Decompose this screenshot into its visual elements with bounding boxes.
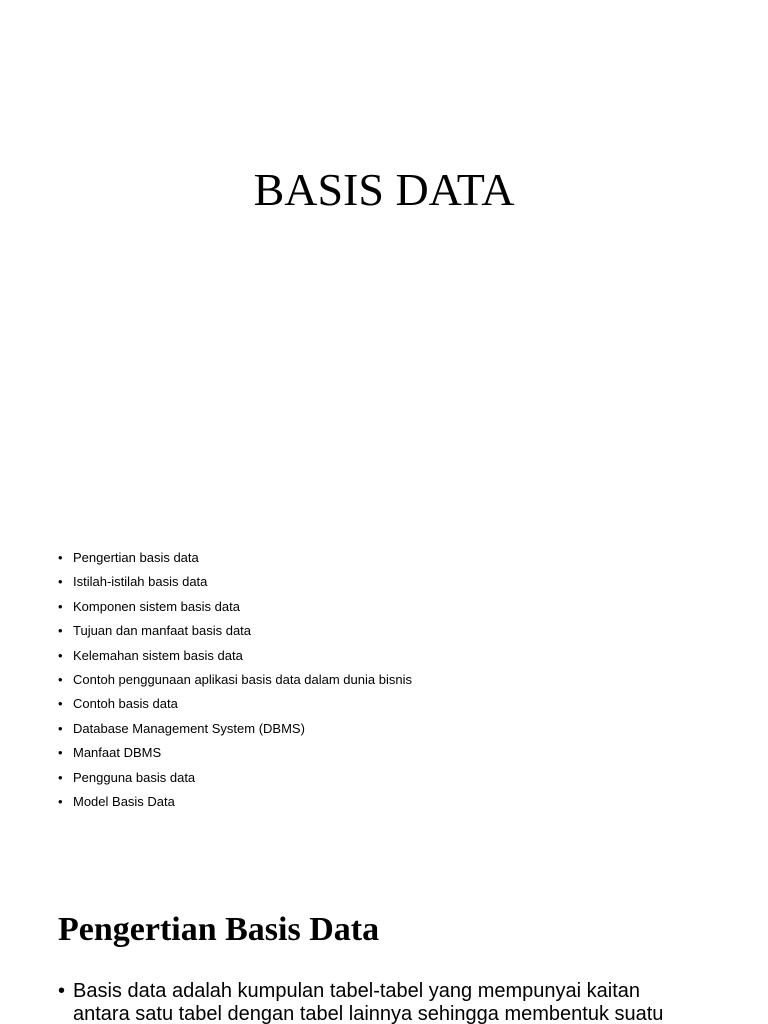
list-item-text: Istilah-istilah basis data <box>73 574 208 590</box>
bullet-icon: • <box>58 794 63 810</box>
bullet-icon: • <box>58 720 63 736</box>
list-item <box>58 570 412 594</box>
bullet-icon: • <box>58 550 63 565</box>
list-item <box>58 619 412 643</box>
list-item <box>58 546 412 570</box>
bullet-icon: • <box>58 623 63 639</box>
bullet-icon: • <box>58 980 66 1002</box>
list-item <box>58 980 698 1024</box>
bullet-icon: • <box>58 769 63 785</box>
list-item <box>58 692 412 716</box>
slide-title <box>0 0 768 420</box>
bullet-icon: • <box>58 672 63 688</box>
list-item-text: Kelemahan sistem basis data <box>73 647 243 663</box>
slide-agenda <box>0 430 768 850</box>
slide-definition <box>0 860 768 1024</box>
bullet-icon: • <box>58 598 63 614</box>
presentation-title: BASIS DATA <box>253 164 515 215</box>
list-item <box>58 790 412 814</box>
bullet-icon: • <box>58 696 63 712</box>
list-item <box>58 717 412 741</box>
list-item-text: Database Management System (DBMS) <box>73 720 305 736</box>
list-item <box>58 595 412 619</box>
paragraph-text: Basis data adalah kumpulan tabel-tabel yang mempunyai kaitan antara satu tabel dengan tabel lainnya sehingga membentuk suatu <box>73 980 664 1024</box>
bullet-icon: • <box>58 574 63 590</box>
section-title: Pengertian Basis Data <box>58 911 380 948</box>
list-item <box>58 766 412 790</box>
bullet-icon: • <box>58 647 63 663</box>
list-item <box>58 741 412 765</box>
list-item-text: Pengguna basis data <box>73 769 196 785</box>
definition-list <box>58 980 698 1024</box>
list-item-text: Komponen sistem basis data <box>73 598 240 614</box>
list-item-text: Model Basis Data <box>73 794 175 810</box>
list-item-text: Tujuan dan manfaat basis data <box>73 623 252 639</box>
list-item-text: Contoh penggunaan aplikasi basis data dalam dunia bisnis <box>73 672 412 688</box>
list-item-text: Contoh basis data <box>73 696 178 712</box>
list-item <box>58 644 412 668</box>
agenda-list <box>58 546 412 814</box>
list-item-text: Pengertian basis data <box>73 550 199 565</box>
bullet-icon: • <box>58 745 63 761</box>
list-item <box>58 668 412 692</box>
list-item-text: Manfaat DBMS <box>73 745 162 761</box>
